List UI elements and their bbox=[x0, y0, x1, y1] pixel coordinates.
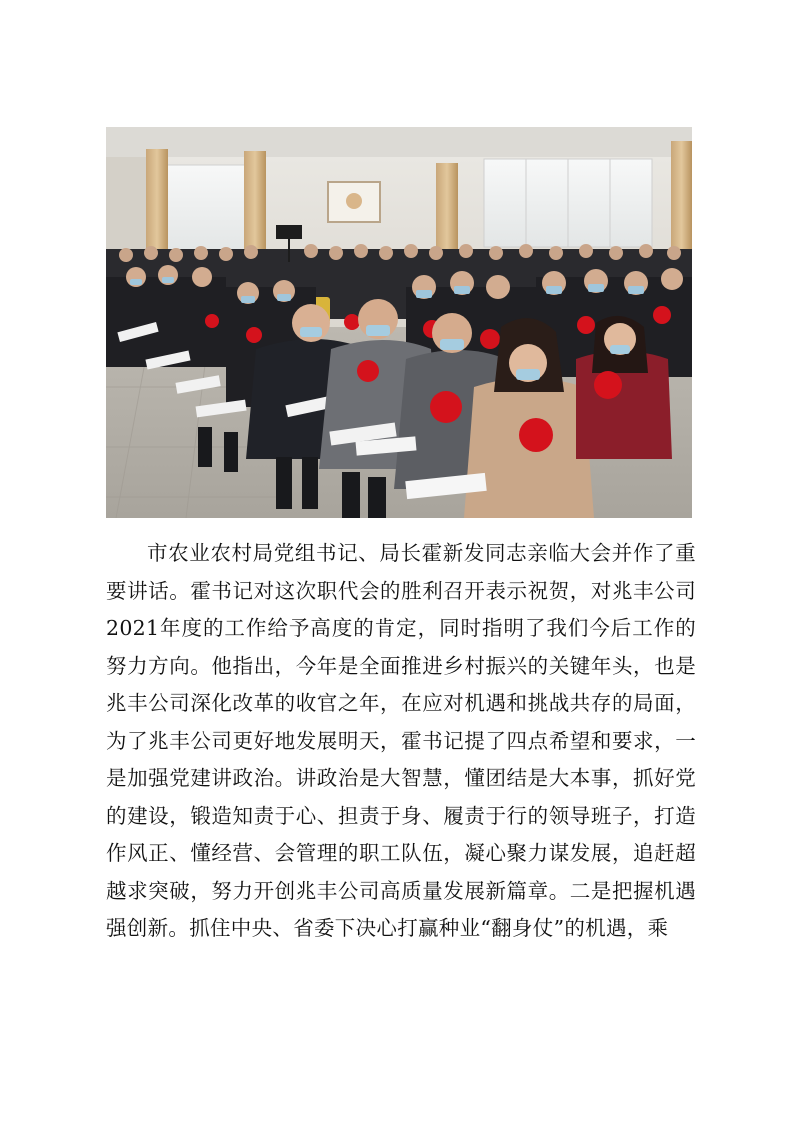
body-paragraph: 市农业农村局党组书记、局长霍新发同志亲临大会并作了重要讲话。霍书记对这次职代会的胜利召开表示祝贺，对兆丰公司2021年度的工作给予高度的肯定，同时指明了我们今后工作的努力方向。他指出，今年是全面推进乡村振兴的关键年头，也是兆丰公司深化改革的收官之年，在应对机遇和挑战共存的局面，为了兆丰公司更好地发展明天，霍书记提了四点希望和要求，一是加强党建讲政治。讲政治是大智慧，懂团结是大本事，抓好党的建设，锻造知责于心、担责于身、履责于行的领导班子，打造作风正、懂经营、会管理的职工队伍，凝心聚力谋发展，追赶超越求突破，努力开创兆丰公司高质量发展新篇章。二是把握机遇强创新。抓住中央、省委下决心打赢种业“翻身仗”的机遇，乘 bbox=[106, 541, 696, 940]
meeting-photo-drawing bbox=[106, 127, 692, 518]
meeting-photo bbox=[106, 127, 692, 518]
